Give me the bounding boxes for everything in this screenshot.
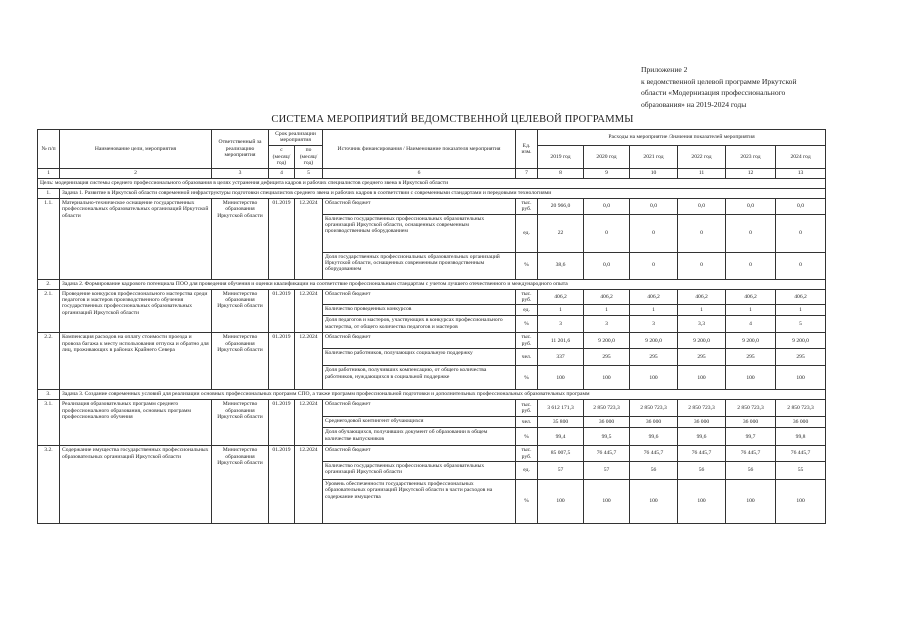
indicator-unit: чел. [516, 417, 538, 428]
header-year: 2021 год [630, 145, 678, 168]
indicator-label: Областной бюджет [323, 446, 516, 462]
indicator-value: 11 201,6 [538, 333, 584, 349]
header-year: 2024 год [776, 145, 826, 168]
indicator-value: 36 000 [776, 417, 826, 428]
task-number: 2. [38, 279, 60, 289]
header-year: 2019 год [538, 145, 584, 168]
indicator-value: 0 [776, 214, 826, 252]
goal-row [38, 178, 826, 188]
header-period-to: по (месяц/ год) [295, 145, 323, 168]
header-num: № п/п [38, 130, 60, 169]
appendix-line: области «Модернизация профессионального [641, 88, 786, 97]
measure-to: 12.2024 [295, 333, 323, 390]
measure-number: 3.1. [38, 400, 60, 446]
indicator-value: 337 [538, 349, 584, 366]
indicator-value: 22 [538, 214, 584, 252]
indicator-value: 38,6 [538, 252, 584, 279]
indicator-unit: тыс. руб. [516, 198, 538, 214]
measure-name: Компенсация расходов на оплату стоимости проезда и провоза багажа к месту использования отпуска и обратно для лиц, проживающих в районах Крайнего Севера [60, 333, 212, 390]
indicator-value: 4 [726, 316, 776, 333]
indicator-value: 0 [726, 252, 776, 279]
column-number: 11 [678, 168, 726, 178]
indicator-value: 76 445,7 [776, 446, 826, 462]
indicator-unit: тыс. руб. [516, 289, 538, 305]
indicator-unit: % [516, 428, 538, 446]
indicator-value: 1 [584, 305, 630, 316]
indicator-value: 1 [678, 305, 726, 316]
measure-name: Содержание имущества государственных профессиональных образовательных организаций Иркутской области [60, 446, 212, 524]
indicator-value: 100 [630, 366, 678, 390]
indicator-value: 295 [584, 349, 630, 366]
indicator-label: Среднегодовой контингент обучающихся [323, 417, 516, 428]
indicator-value: 3 612 171,3 [538, 400, 584, 417]
task-number: 1. [38, 188, 60, 198]
measure-indicator-row [38, 333, 826, 349]
header-expenses: Расходы на мероприятие /Значения показателей мероприятия [538, 130, 826, 146]
task-row [38, 188, 826, 198]
indicator-value: 100 [776, 366, 826, 390]
indicator-value: 9 200,0 [630, 333, 678, 349]
indicator-value: 55 [776, 462, 826, 480]
document-title: СИСТЕМА МЕРОПРИЯТИЙ ВЕДОМСТВЕННОЙ ЦЕЛЕВОЙ ПРОГРАММЫ [271, 114, 634, 125]
column-number: 3 [212, 168, 269, 178]
indicator-value: 100 [726, 366, 776, 390]
column-number: 7 [516, 168, 538, 178]
measure-indicator-row [38, 289, 826, 305]
indicator-value: 100 [584, 480, 630, 524]
indicator-value: 406,2 [584, 289, 630, 305]
appendix-note [641, 64, 861, 110]
indicator-value: 99,7 [726, 428, 776, 446]
indicator-value: 3,3 [678, 316, 726, 333]
indicator-value: 406,2 [538, 289, 584, 305]
measure-from: 01.2019 [269, 198, 295, 279]
indicator-label: Областной бюджет [323, 333, 516, 349]
header-year: 2020 год [584, 145, 630, 168]
indicator-label: Количество государственных профессиональных образовательных организаций Иркутской области, оснащенных современным производственным оборудованием [323, 214, 516, 252]
indicator-label: Доля педагогов и мастеров, участвующих в конкурсах профессионального мастерства, от общего количества педагогов и мастеров [323, 316, 516, 333]
indicator-value: 0 [678, 214, 726, 252]
header-period: Срок реализации мероприятия [269, 130, 323, 146]
indicator-label: Областной бюджет [323, 289, 516, 305]
task-number: 3. [38, 390, 60, 400]
indicator-value: 2 850 723,3 [678, 400, 726, 417]
indicator-unit: ед. [516, 305, 538, 316]
indicator-value: 1 [776, 305, 826, 316]
indicator-value: 57 [538, 462, 584, 480]
column-number: 4 [269, 168, 295, 178]
indicator-value: 2 850 723,3 [630, 400, 678, 417]
indicator-value: 100 [776, 480, 826, 524]
indicator-value: 0 [630, 252, 678, 279]
indicator-label: Доля обучающихся, получивших документ об образовании в общем количестве выпускников [323, 428, 516, 446]
header-responsible: Ответственный за реализацию мероприятия [212, 130, 269, 169]
measure-number: 2.1. [38, 289, 60, 333]
measure-number: 3.2. [38, 446, 60, 524]
indicator-unit: тыс. руб. [516, 333, 538, 349]
measure-indicator-row [38, 198, 826, 214]
indicator-label: Количество работников, получающих социальную поддержку [323, 349, 516, 366]
program-measures-table [37, 129, 826, 524]
goal-text: Цель: модернизация системы среднего профессионального образования в целях устранения дефицита кадров и рабочих специалистов среднего звена в Иркутской области [38, 178, 826, 188]
indicator-value: 1 [726, 305, 776, 316]
measure-responsible: Министерство образования Иркутской области [212, 446, 269, 524]
indicator-value: 406,2 [678, 289, 726, 305]
indicator-value: 5 [776, 316, 826, 333]
indicator-value: 406,2 [776, 289, 826, 305]
indicator-value: 56 [726, 462, 776, 480]
indicator-label: Количество проведенных конкурсов [323, 305, 516, 316]
measure-name: Реализация образовательных программ среднего профессионального образования, основных программ профессионального обучения [60, 400, 212, 446]
indicator-unit: % [516, 480, 538, 524]
measure-to: 12.2024 [295, 198, 323, 279]
indicator-unit: ед. [516, 214, 538, 252]
indicator-value: 406,2 [726, 289, 776, 305]
indicator-value: 36 000 [584, 417, 630, 428]
column-number: 8 [538, 168, 584, 178]
column-numbers-row [38, 168, 826, 178]
indicator-value: 2 850 723,3 [776, 400, 826, 417]
indicator-value: 100 [584, 366, 630, 390]
measure-from: 01.2019 [269, 446, 295, 524]
indicator-value: 100 [538, 480, 584, 524]
indicator-value: 0 [678, 252, 726, 279]
indicator-unit: тыс. руб. [516, 446, 538, 462]
measure-responsible: Министерство образования Иркутской области [212, 333, 269, 390]
indicator-label: Областной бюджет [323, 198, 516, 214]
header-year: 2023 год [726, 145, 776, 168]
measure-responsible: Министерство образования Иркутской области [212, 198, 269, 279]
indicator-value: 20 966,0 [538, 198, 584, 214]
indicator-value: 76 445,7 [584, 446, 630, 462]
measure-to: 12.2024 [295, 289, 323, 333]
indicator-value: 0,0 [584, 198, 630, 214]
indicator-value: 406,2 [630, 289, 678, 305]
indicator-value: 100 [630, 480, 678, 524]
header-name: Наименование цели, мероприятия [60, 130, 212, 169]
indicator-value: 1 [630, 305, 678, 316]
indicator-value: 0,0 [630, 198, 678, 214]
header-unit: Ед. изм. [516, 130, 538, 169]
measure-indicator-row [38, 446, 826, 462]
column-number: 9 [584, 168, 630, 178]
column-number: 5 [295, 168, 323, 178]
indicator-value: 3 [630, 316, 678, 333]
indicator-value: 100 [538, 366, 584, 390]
indicator-unit: % [516, 366, 538, 390]
appendix-line: к ведомственной целевой программе Иркутской [641, 76, 797, 86]
task-title: Задача 1. Развитие в Иркутской области современной инфраструктуры подготовки специалистов среднего звена и рабочих кадров в соответствии с современными стандартами и передовыми технологиями [60, 188, 826, 198]
indicator-value: 9 200,0 [726, 333, 776, 349]
indicator-value: 0,0 [776, 198, 826, 214]
indicator-value: 1 [538, 305, 584, 316]
measure-from: 01.2019 [269, 400, 295, 446]
header-period-from: с (месяц/ год) [269, 145, 295, 168]
indicator-value: 57 [584, 462, 630, 480]
indicator-label: Областной бюджет [323, 400, 516, 417]
indicator-value: 3 [584, 316, 630, 333]
indicator-value: 0 [776, 252, 826, 279]
indicator-unit: тыс. руб. [516, 400, 538, 417]
indicator-value: 0 [726, 214, 776, 252]
indicator-value: 3 [538, 316, 584, 333]
indicator-value: 85 007,5 [538, 446, 584, 462]
indicator-value: 0,0 [678, 198, 726, 214]
header-year: 2022 год [678, 145, 726, 168]
measure-to: 12.2024 [295, 446, 323, 524]
indicator-value: 9 200,0 [776, 333, 826, 349]
indicator-unit: % [516, 316, 538, 333]
task-title: Задача 2. Формирование кадрового потенциала ПОО для проведения обучения и оценки квалификации на соответствие профессиональным стандартам с учетом лучшего отечественного и международного опыта [60, 279, 826, 289]
indicator-value: 76 445,7 [678, 446, 726, 462]
measure-to: 12.2024 [295, 400, 323, 446]
indicator-value: 100 [678, 366, 726, 390]
measure-responsible: Министерство образования Иркутской области [212, 289, 269, 333]
task-row [38, 279, 826, 289]
indicator-value: 9 200,0 [584, 333, 630, 349]
indicator-value: 0 [584, 214, 630, 252]
indicator-value: 99,6 [678, 428, 726, 446]
measure-number: 2.2. [38, 333, 60, 390]
indicator-value: 2 850 723,3 [726, 400, 776, 417]
measure-number: 1.1. [38, 198, 60, 279]
indicator-value: 36 000 [630, 417, 678, 428]
indicator-unit: чел. [516, 349, 538, 366]
indicator-value: 295 [630, 349, 678, 366]
column-number: 2 [60, 168, 212, 178]
indicator-value: 295 [776, 349, 826, 366]
indicator-value: 295 [726, 349, 776, 366]
indicator-value: 56 [630, 462, 678, 480]
indicator-value: 36 000 [726, 417, 776, 428]
indicator-value: 0,0 [584, 252, 630, 279]
indicator-value: 36 000 [678, 417, 726, 428]
column-number: 12 [726, 168, 776, 178]
indicator-value: 100 [678, 480, 726, 524]
indicator-value: 76 445,7 [726, 446, 776, 462]
column-number: 13 [776, 168, 826, 178]
measure-indicator-row [38, 400, 826, 417]
measure-name: Материально-техническое оснащение государственных профессиональных образовательных организаций Иркутской области [60, 198, 212, 279]
appendix-line: образования» на 2019-2024 годы [641, 99, 747, 109]
column-number: 1 [38, 168, 60, 178]
indicator-value: 35 800 [538, 417, 584, 428]
indicator-unit: ед. [516, 462, 538, 480]
indicator-unit: % [516, 252, 538, 279]
indicator-value: 295 [678, 349, 726, 366]
indicator-value: 99,4 [538, 428, 584, 446]
indicator-value: 99,6 [630, 428, 678, 446]
measure-from: 01.2019 [269, 333, 295, 390]
indicator-label: Уровень обеспеченности государственных профессиональных образовательных организаций Иркутской области в части расходов на содержание имущества [323, 480, 516, 524]
indicator-value: 99,8 [776, 428, 826, 446]
measure-name: Проведение конкурсов профессионального мастерства среди педагогов и мастеров производственного обучения государственных профессиональных образовательных организаций Иркутской области [60, 289, 212, 333]
indicator-value: 0 [630, 214, 678, 252]
task-row [38, 390, 826, 400]
indicator-value: 99,5 [584, 428, 630, 446]
task-title: Задача 3. Создание современных условий для реализации основных профессиональных программ СПО, а также программ профессиональной подготовки и дополнительных профессиональных образовательных программ [60, 390, 826, 400]
indicator-label: Количество государственных профессиональных образовательных организаций Иркутской области [323, 462, 516, 480]
header-source: Источник финансирования / Наименование показателя мероприятия [323, 130, 516, 169]
column-number: 10 [630, 168, 678, 178]
indicator-value: 76 445,7 [630, 446, 678, 462]
appendix-line: Приложение 2 [641, 65, 688, 74]
indicator-value: 56 [678, 462, 726, 480]
indicator-value: 0,0 [726, 198, 776, 214]
measure-responsible: Министерство образования Иркутской области [212, 400, 269, 446]
measure-from: 01.2019 [269, 289, 295, 333]
indicator-label: Доля работников, получивших компенсацию, от общего количества работников, нуждающихся в социальной поддержке [323, 366, 516, 390]
indicator-value: 9 200,0 [678, 333, 726, 349]
indicator-label: Доля государственных профессиональных образовательных организаций Иркутской области, оснащенных современным производственным оборудованием [323, 252, 516, 279]
indicator-value: 2 850 723,3 [584, 400, 630, 417]
column-number: 6 [323, 168, 516, 178]
indicator-value: 100 [726, 480, 776, 524]
